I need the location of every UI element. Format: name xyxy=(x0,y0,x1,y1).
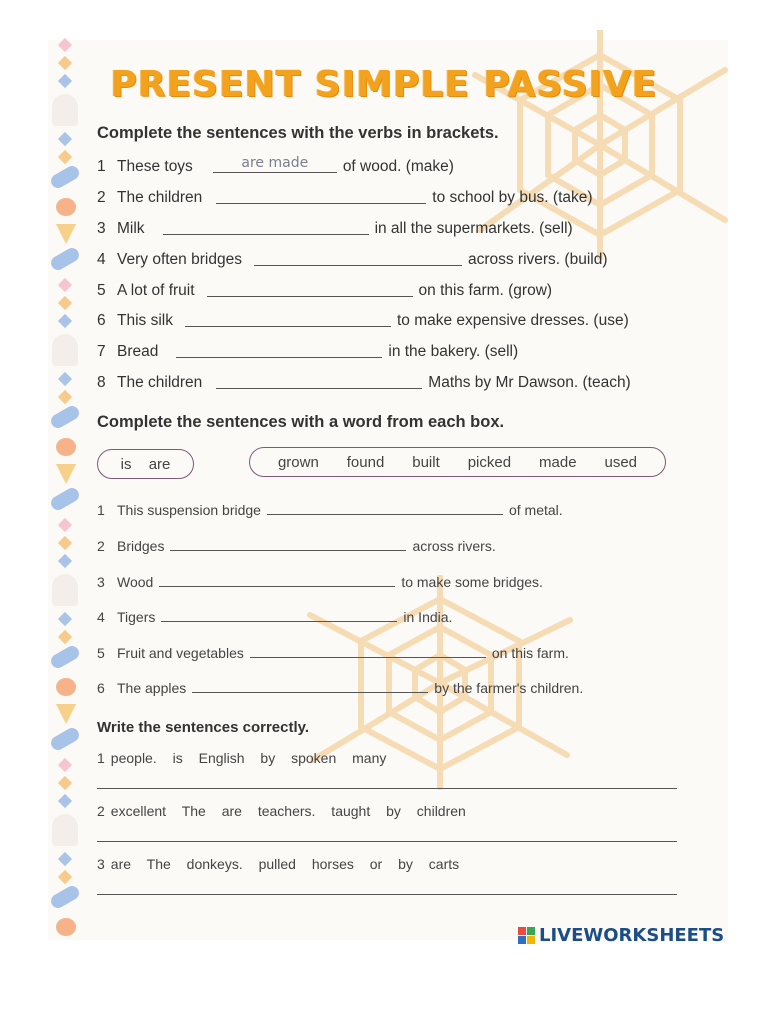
sentence-start: The apples xyxy=(117,680,187,696)
word-option: made xyxy=(539,453,577,471)
item-number: 8 xyxy=(97,374,106,391)
diamond-icon xyxy=(58,870,72,884)
answer-blank[interactable] xyxy=(267,500,503,515)
word-option: built xyxy=(412,453,440,471)
sentence-end: by the farmer's children. xyxy=(434,680,584,696)
pumpkin-icon xyxy=(56,438,76,456)
answer-blank[interactable] xyxy=(213,155,337,173)
pumpkin-icon xyxy=(56,198,76,216)
scrambled-sentence xyxy=(97,856,459,872)
section1-heading: Complete the sentences with the verbs in brackets. xyxy=(97,124,499,142)
sentence-start: Tigers xyxy=(117,609,156,625)
word-option: found xyxy=(346,453,385,471)
diamond-icon xyxy=(58,612,72,626)
diamond-icon xyxy=(58,794,72,808)
logo-text: LIVEWORKSHEETS xyxy=(539,925,725,946)
sentence-end: of wood. (make) xyxy=(342,158,454,175)
answer-line[interactable] xyxy=(97,788,677,789)
answer-blank[interactable] xyxy=(161,607,397,622)
page-title: PRESENT SIMPLE PASSIVE xyxy=(110,64,658,105)
sentence-start: The children xyxy=(117,189,203,206)
diamond-icon xyxy=(58,132,72,146)
item-number: 2 xyxy=(97,189,106,206)
sentence-end: in India. xyxy=(403,609,453,625)
answer-blank[interactable] xyxy=(163,220,369,235)
exercise1-item xyxy=(97,220,573,238)
sentence-start: Very often bridges xyxy=(117,251,242,268)
sentence-end: of metal. xyxy=(508,502,563,518)
sentence-end: to make some bridges. xyxy=(401,574,543,590)
scrambled-words: people. is English by spoken many xyxy=(110,750,387,766)
diamond-icon xyxy=(58,314,72,328)
word-box-participles xyxy=(249,447,666,477)
candy-icon xyxy=(49,163,82,190)
section2-heading: Complete the sentences with a word from each box. xyxy=(97,413,505,431)
exercise1-item xyxy=(97,189,593,207)
answer-blank[interactable] xyxy=(185,312,391,327)
diamond-icon xyxy=(58,150,72,164)
exercise2-item xyxy=(97,572,543,590)
item-number: 1 xyxy=(97,750,105,766)
halloween-border xyxy=(44,40,88,950)
diamond-icon xyxy=(58,554,72,568)
exercise2-item xyxy=(97,607,452,625)
answer-line[interactable] xyxy=(97,841,677,842)
diamond-icon xyxy=(58,372,72,386)
diamond-icon xyxy=(58,536,72,550)
word-option: are xyxy=(148,455,171,473)
item-number: 2 xyxy=(97,803,105,819)
diamond-icon xyxy=(58,776,72,790)
exercise2-item xyxy=(97,678,583,696)
pumpkin-icon xyxy=(56,918,76,936)
answer-blank[interactable] xyxy=(207,282,413,297)
ghost-icon xyxy=(52,574,78,606)
item-number: 6 xyxy=(97,312,106,329)
item-number: 2 xyxy=(97,538,105,554)
exercise1-item xyxy=(97,282,552,300)
item-number: 5 xyxy=(97,282,106,299)
candy-icon xyxy=(49,403,82,430)
candy-corn-icon xyxy=(56,464,76,484)
liveworksheets-logo xyxy=(518,925,724,946)
word-option: picked xyxy=(467,453,512,471)
candy-icon xyxy=(49,725,82,752)
logo-icon xyxy=(518,927,535,944)
answer-blank[interactable] xyxy=(216,374,422,389)
answer-blank[interactable] xyxy=(176,343,382,358)
exercise2-item xyxy=(97,500,563,518)
item-number: 3 xyxy=(97,574,105,590)
scrambled-words: excellent The are teachers. taught by children xyxy=(110,803,466,819)
scrambled-sentence xyxy=(97,750,386,766)
diamond-icon xyxy=(58,518,72,532)
candy-icon xyxy=(49,883,82,910)
answer-blank[interactable] xyxy=(159,572,395,587)
sentence-start: Fruit and vegetables xyxy=(117,645,244,661)
sentence-start: Wood xyxy=(117,574,154,590)
exercise1-item xyxy=(97,374,631,392)
filled-answer: are made xyxy=(241,155,309,171)
item-number: 4 xyxy=(97,609,105,625)
sentence-end: in the bakery. (sell) xyxy=(388,343,519,360)
item-number: 4 xyxy=(97,251,106,268)
exercise1-item xyxy=(97,251,607,269)
answer-blank[interactable] xyxy=(192,678,428,693)
sentence-end: in all the supermarkets. (sell) xyxy=(374,220,573,237)
diamond-icon xyxy=(58,630,72,644)
sentence-end: to make expensive dresses. (use) xyxy=(396,312,629,329)
sentence-start: Bread xyxy=(117,343,159,360)
diamond-icon xyxy=(58,278,72,292)
word-box-verbs xyxy=(97,449,194,479)
candy-corn-icon xyxy=(56,704,76,724)
diamond-icon xyxy=(58,852,72,866)
item-number: 1 xyxy=(97,158,106,175)
diamond-icon xyxy=(58,758,72,772)
sentence-end: on this farm. xyxy=(491,645,569,661)
answer-blank[interactable] xyxy=(254,251,462,266)
sentence-start: These toys xyxy=(117,158,193,175)
item-number: 1 xyxy=(97,502,105,518)
sentence-start: Bridges xyxy=(117,538,165,554)
item-number: 6 xyxy=(97,680,105,696)
sentence-end: Maths by Mr Dawson. (teach) xyxy=(428,374,631,391)
diamond-icon xyxy=(58,38,72,52)
item-number: 7 xyxy=(97,343,106,360)
scrambled-sentence xyxy=(97,803,466,819)
exercise1-item xyxy=(97,312,629,330)
sentence-start: This suspension bridge xyxy=(117,502,261,518)
scrambled-words: are The donkeys. pulled horses or by carts xyxy=(110,856,460,872)
ghost-icon xyxy=(52,814,78,846)
candy-icon xyxy=(49,485,82,512)
exercise2-item xyxy=(97,643,569,661)
answer-line[interactable] xyxy=(97,894,677,895)
pumpkin-icon xyxy=(56,678,76,696)
answer-blank[interactable] xyxy=(250,643,486,658)
diamond-icon xyxy=(58,296,72,310)
sentence-start: The children xyxy=(117,374,203,391)
item-number: 5 xyxy=(97,645,105,661)
answer-blank[interactable] xyxy=(170,536,406,551)
exercise1-item xyxy=(97,343,518,361)
word-option: used xyxy=(604,453,638,471)
item-number: 3 xyxy=(97,856,105,872)
diamond-icon xyxy=(58,390,72,404)
sentence-start: Milk xyxy=(117,220,145,237)
sentence-start: A lot of fruit xyxy=(117,282,195,299)
exercise2-item xyxy=(97,536,496,554)
exercise1-item xyxy=(97,155,454,176)
sentence-end: on this farm. (grow) xyxy=(418,282,553,299)
candy-corn-icon xyxy=(56,224,76,244)
word-option: grown xyxy=(277,453,319,471)
section3-heading: Write the sentences correctly. xyxy=(97,719,310,736)
item-number: 3 xyxy=(97,220,106,237)
sentence-end: across rivers. xyxy=(412,538,496,554)
sentence-end: across rivers. (build) xyxy=(467,251,608,268)
ghost-icon xyxy=(52,334,78,366)
sentence-start: This silk xyxy=(117,312,173,329)
candy-icon xyxy=(49,245,82,272)
candy-icon xyxy=(49,643,82,670)
answer-blank[interactable] xyxy=(216,189,426,204)
word-option: is xyxy=(120,455,132,473)
sentence-end: to school by bus. (take) xyxy=(432,189,593,206)
